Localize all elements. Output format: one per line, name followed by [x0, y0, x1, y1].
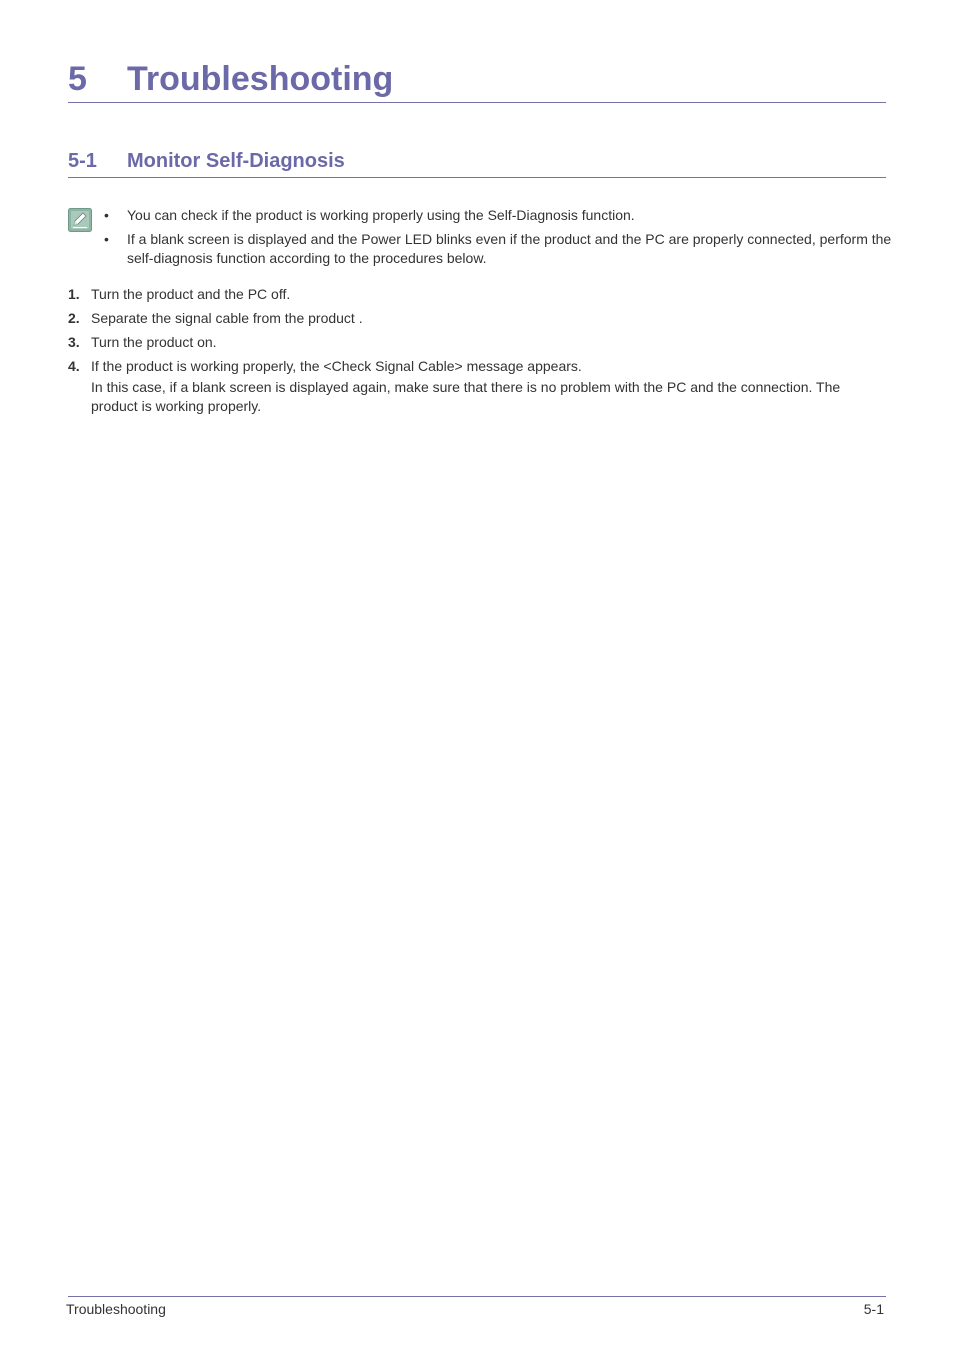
step-number: 1.	[68, 286, 80, 302]
footer-page-number: 5-1	[863, 1301, 884, 1317]
bullet: •	[104, 231, 109, 247]
step-subtext: In this case, if a blank screen is displayed again, make sure that there is no problem with the PC and the connection. The product is working properly.	[91, 379, 841, 414]
step-item	[68, 357, 888, 416]
step-number: 2.	[68, 310, 80, 326]
step-text: If the product is working properly, the <Check Signal Cable> message appears.	[91, 358, 582, 374]
section-number: 5-1	[68, 150, 97, 172]
chapter-title: Troubleshooting	[127, 60, 394, 98]
step-item	[68, 285, 888, 304]
bullet: •	[104, 207, 109, 223]
step-text: Turn the product on.	[91, 334, 217, 350]
section-heading	[68, 148, 886, 178]
note-pencil-icon	[68, 208, 92, 232]
step-number: 4.	[68, 358, 80, 374]
chapter-heading	[68, 58, 886, 103]
step-text: Separate the signal cable from the product .	[91, 310, 363, 326]
footer-rule	[68, 1296, 886, 1297]
note-text: If a blank screen is displayed and the Power LED blinks even if the product and the PC are properly connected, perform the self-diagnosis function according to the procedures below.	[127, 231, 892, 266]
chapter-number: 5	[68, 60, 87, 98]
footer-chapter-name: Troubleshooting	[66, 1301, 166, 1317]
step-item	[68, 333, 888, 352]
step-text: Turn the product and the PC off.	[91, 286, 291, 302]
note-item	[104, 206, 894, 225]
step-item	[68, 309, 888, 328]
procedure-steps	[68, 285, 888, 421]
note-item	[104, 230, 894, 268]
section-title: Monitor Self-Diagnosis	[127, 150, 345, 172]
note-text: You can check if the product is working properly using the Self-Diagnosis function.	[127, 207, 635, 223]
step-number: 3.	[68, 334, 80, 350]
note-list	[104, 206, 894, 273]
